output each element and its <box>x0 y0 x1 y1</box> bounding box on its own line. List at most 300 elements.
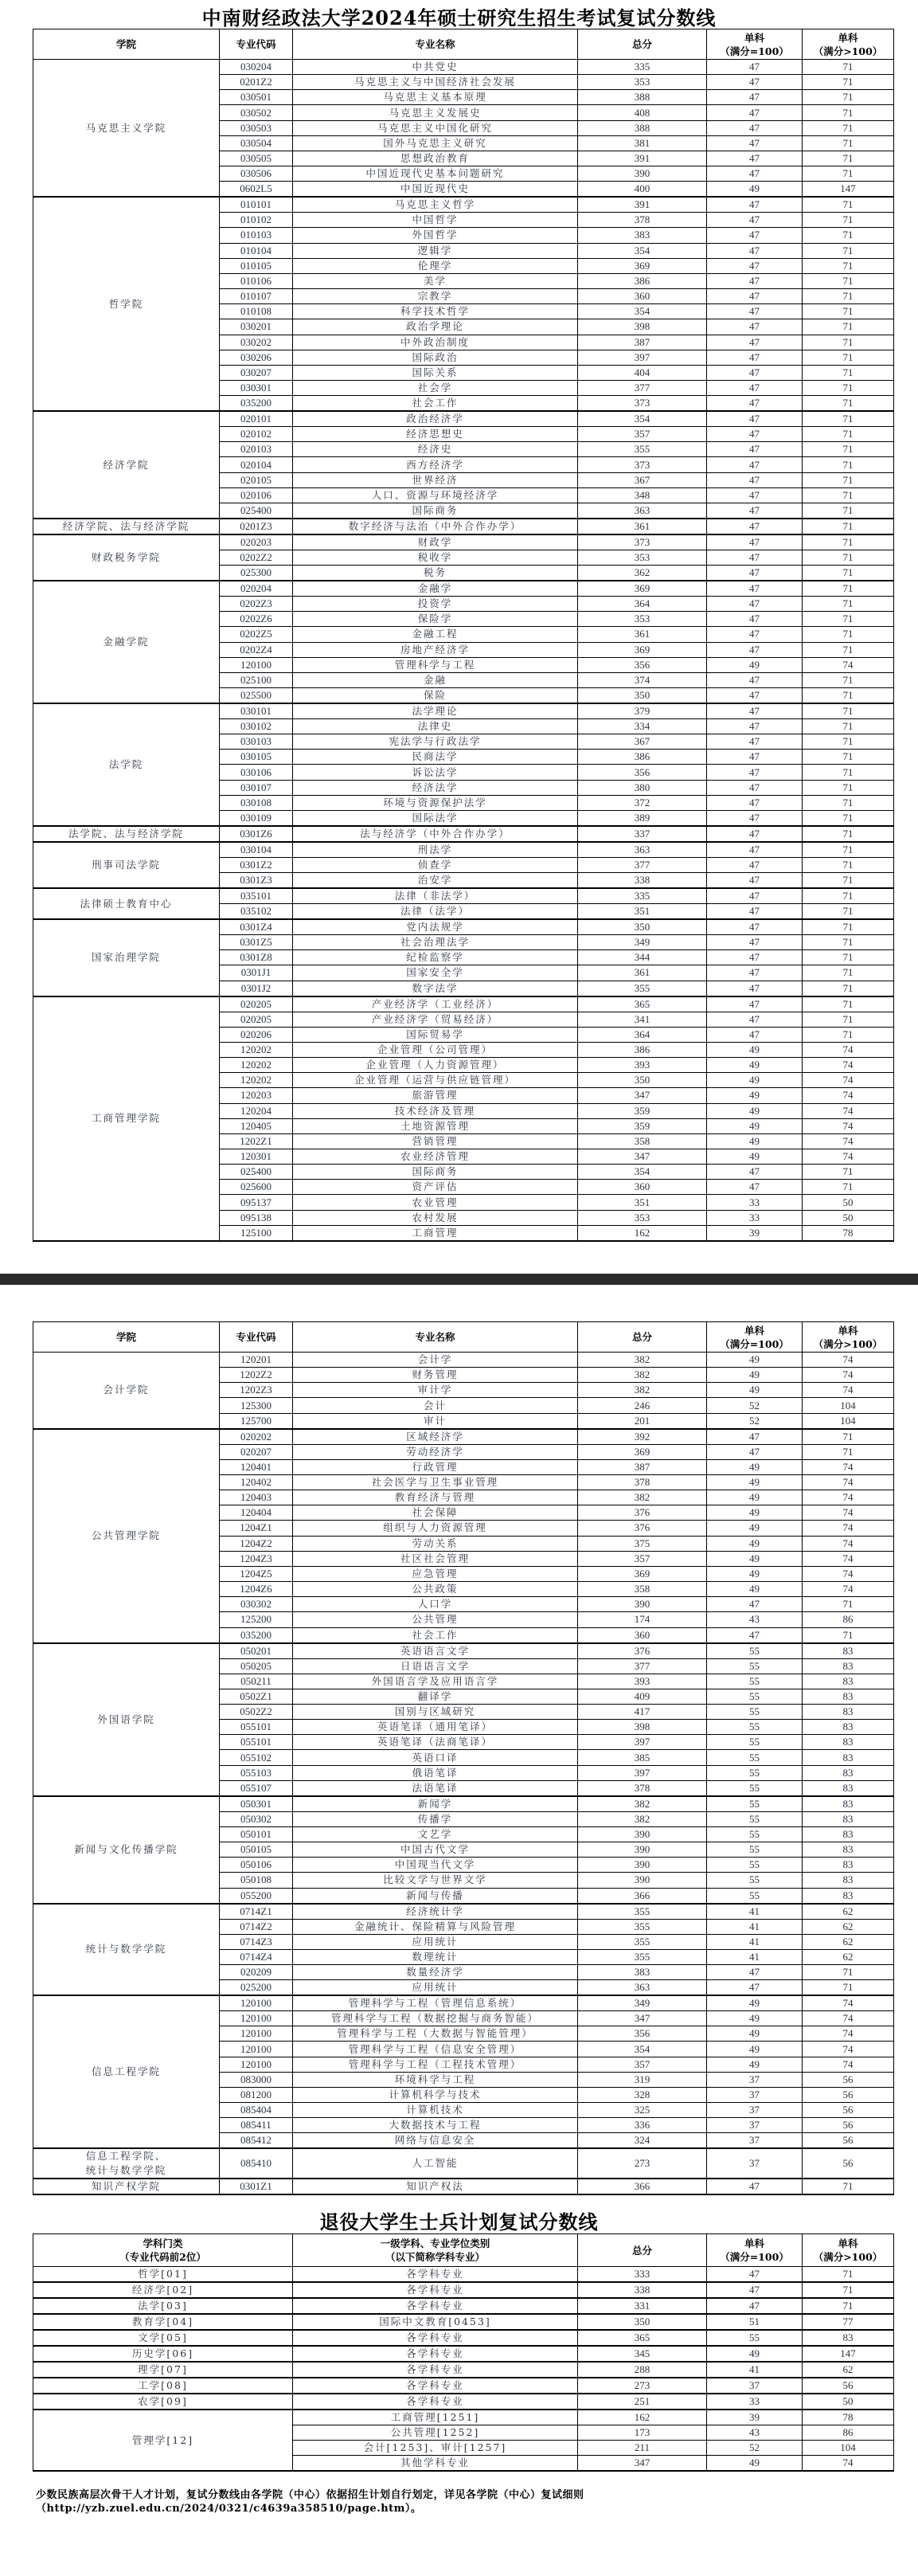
code-cell: 120204 <box>220 1103 293 1118</box>
total-cell: 389 <box>578 810 707 826</box>
s2-cell: 71 <box>803 197 894 213</box>
name-cell: 计算机科学与技术 <box>293 2087 578 2102</box>
s1-cell: 47 <box>707 810 803 826</box>
code-cell: 120405 <box>220 1118 293 1133</box>
s1-cell: 37 <box>707 2072 803 2087</box>
s1-cell: 47 <box>707 2267 803 2283</box>
code-cell: 030102 <box>220 719 293 734</box>
name-cell: 房地产经济学 <box>293 642 578 657</box>
total-cell: 374 <box>578 672 707 687</box>
s2-cell: 83 <box>803 1826 894 1842</box>
s1-cell: 49 <box>707 1118 803 1133</box>
total-cell: 369 <box>578 581 707 597</box>
s1-cell: 47 <box>707 826 803 842</box>
s2-cell: 74 <box>803 657 894 672</box>
table-row <box>33 703 894 719</box>
s1-cell: 47 <box>707 581 803 597</box>
s2-cell: 71 <box>803 304 894 319</box>
total-cell: 382 <box>578 1796 707 1812</box>
name-cell: 马克思主义基本原理 <box>293 90 578 105</box>
name-cell: 企业管理（运营与供应链管理） <box>293 1073 578 1088</box>
s1-cell: 47 <box>707 857 803 872</box>
total-cell: 350 <box>578 919 707 935</box>
s1-cell: 49 <box>707 1042 803 1057</box>
name-cell: 英语笔译（法商笔译） <box>293 1735 578 1750</box>
s1-cell: 47 <box>707 965 803 981</box>
total-cell: 376 <box>578 1643 707 1659</box>
s1-cell: 47 <box>707 688 803 704</box>
s1-cell: 55 <box>707 2330 803 2346</box>
total-cell: 388 <box>578 120 707 135</box>
code-cell: 0602L5 <box>220 182 293 198</box>
column-header-college: 学院 <box>33 1322 220 1353</box>
name-cell: 国际关系 <box>293 365 578 380</box>
name-cell: 社会工作 <box>293 1627 578 1643</box>
name-cell: 法律（非法学） <box>293 888 578 904</box>
code-cell: 085412 <box>220 2133 293 2149</box>
s2-cell: 71 <box>803 350 894 365</box>
s2-cell: 56 <box>803 2133 894 2149</box>
subject-cell: 会计[1253]、审计[1257] <box>293 2441 578 2456</box>
total-cell: 360 <box>578 289 707 304</box>
name-cell: 管理科学与工程（大数据与智能管理） <box>293 2026 578 2042</box>
name-cell: 中国近现代史 <box>293 182 578 198</box>
name-cell: 企业管理（公司管理） <box>293 1042 578 1057</box>
s2-cell: 71 <box>803 1165 894 1180</box>
table-row <box>33 1643 894 1659</box>
total-cell: 338 <box>578 2282 707 2298</box>
table-row <box>33 1995 894 2011</box>
s1-cell: 47 <box>707 319 803 335</box>
s2-cell: 71 <box>803 996 894 1012</box>
name-cell: 法语笔译 <box>293 1780 578 1796</box>
s1-cell: 33 <box>707 1210 803 1225</box>
name-cell: 大数据技术与工程 <box>293 2118 578 2133</box>
total-cell: 325 <box>578 2103 707 2118</box>
college-cell: 哲学院 <box>33 197 220 411</box>
name-cell: 外国哲学 <box>293 228 578 243</box>
column-header-code: 专业代码 <box>220 1322 293 1353</box>
name-cell: 经济思想史 <box>293 427 578 442</box>
code-cell: 020209 <box>220 1965 293 1980</box>
total-cell: 390 <box>578 1597 707 1612</box>
s2-cell: 74 <box>803 1383 894 1398</box>
table-row <box>33 2346 894 2362</box>
s1-cell: 47 <box>707 597 803 612</box>
name-cell: 马克思主义哲学 <box>293 197 578 213</box>
code-cell: 120100 <box>220 1995 293 2011</box>
code-cell: 1204Z5 <box>220 1566 293 1581</box>
subject-cell: 各学科专业 <box>293 2282 578 2298</box>
total-cell: 369 <box>578 258 707 273</box>
total-cell: 347 <box>578 1088 707 1103</box>
s1-cell: 47 <box>707 795 803 810</box>
total-cell: 367 <box>578 734 707 750</box>
code-cell: 030204 <box>220 60 293 75</box>
code-cell: 120100 <box>220 2057 293 2072</box>
s2-cell: 71 <box>803 166 894 182</box>
footnote-link[interactable]: （http://yzb.zuel.edu.cn/2024/0321/c4639a358510/page.htm）。 <box>36 2503 422 2515</box>
total-cell: 357 <box>578 427 707 442</box>
s2-cell: 71 <box>803 365 894 380</box>
total-cell: 173 <box>578 2425 707 2441</box>
s2-cell: 74 <box>803 1521 894 1536</box>
total-cell: 353 <box>578 75 707 90</box>
table-row <box>33 581 894 597</box>
s2-cell: 86 <box>803 2425 894 2441</box>
s2-cell: 71 <box>803 1597 894 1612</box>
name-cell: 侦查学 <box>293 857 578 872</box>
total-cell: 376 <box>578 1521 707 1536</box>
name-cell: 法学理论 <box>293 703 578 719</box>
code-cell: 010106 <box>220 273 293 288</box>
s1-cell: 51 <box>707 2314 803 2330</box>
s2-cell: 74 <box>803 1118 894 1133</box>
name-cell: 诉讼法学 <box>293 765 578 780</box>
table-row <box>33 996 894 1012</box>
s2-cell: 83 <box>803 1735 894 1750</box>
name-cell: 审计学 <box>293 1383 578 1398</box>
s1-cell: 47 <box>707 703 803 719</box>
subject-cell: 各学科专业 <box>293 2346 578 2362</box>
s2-cell: 71 <box>803 965 894 981</box>
name-cell: 国际贸易学 <box>293 1027 578 1042</box>
code-cell: 030505 <box>220 151 293 166</box>
s2-cell: 74 <box>803 1088 894 1103</box>
name-cell: 社会工作 <box>293 396 578 412</box>
s2-cell: 74 <box>803 1133 894 1149</box>
total-cell: 387 <box>578 1459 707 1474</box>
s2-cell: 71 <box>803 75 894 90</box>
code-cell: 120401 <box>220 1459 293 1474</box>
name-cell: 数理统计 <box>293 1949 578 1964</box>
s1-cell: 47 <box>707 1965 803 1980</box>
total-cell: 319 <box>578 2072 707 2087</box>
s1-cell: 49 <box>707 1521 803 1536</box>
name-cell: 中外政治制度 <box>293 335 578 350</box>
category-cell: 工学[08] <box>33 2378 293 2394</box>
college-cell: 国家治理学院 <box>33 919 220 996</box>
s2-cell: 71 <box>803 981 894 996</box>
s1-cell: 47 <box>707 888 803 904</box>
s1-cell: 47 <box>707 60 803 75</box>
code-cell: 030103 <box>220 734 293 750</box>
code-cell: 0301Z6 <box>220 826 293 842</box>
s1-cell: 47 <box>707 503 803 519</box>
s1-cell: 55 <box>707 1658 803 1674</box>
s1-cell: 41 <box>707 1949 803 1964</box>
name-cell: 国际商务 <box>293 1165 578 1180</box>
name-cell: 数字法学 <box>293 981 578 996</box>
name-cell: 环境与资源保护法学 <box>293 795 578 810</box>
total-cell: 373 <box>578 457 707 472</box>
s2-cell: 71 <box>803 688 894 704</box>
s1-cell: 47 <box>707 380 803 395</box>
s2-cell: 71 <box>803 1444 894 1459</box>
code-cell: 085404 <box>220 2103 293 2118</box>
s1-cell: 49 <box>707 1459 803 1474</box>
page-title: 中南财经政法大学2024年硕士研究生招生考试复试分数线 <box>201 6 717 29</box>
s2-cell: 78 <box>803 2410 894 2425</box>
code-cell: 020204 <box>220 581 293 597</box>
s1-cell: 49 <box>707 1995 803 2011</box>
s2-cell: 104 <box>803 1413 894 1429</box>
s2-cell: 71 <box>803 703 894 719</box>
total-cell: 331 <box>578 2298 707 2314</box>
subject-cell: 各学科专业 <box>293 2378 578 2394</box>
s1-cell: 47 <box>707 166 803 182</box>
s1-cell: 55 <box>707 1826 803 1842</box>
subject-cell: 其他学科专业 <box>293 2456 578 2472</box>
s1-cell: 49 <box>707 1073 803 1088</box>
s1-cell: 37 <box>707 2103 803 2118</box>
name-cell: 管理科学与工程（工程技术管理） <box>293 2057 578 2072</box>
s2-cell: 74 <box>803 1582 894 1597</box>
s1-cell: 55 <box>707 1765 803 1780</box>
code-cell: 030501 <box>220 90 293 105</box>
s2-cell: 104 <box>803 1398 894 1413</box>
s1-cell: 49 <box>707 1582 803 1597</box>
total-cell: 385 <box>578 1750 707 1765</box>
college-cell: 马克思主义学院 <box>33 60 220 198</box>
college-cell: 法律硕士教育中心 <box>33 888 220 919</box>
s1-cell: 49 <box>707 1353 803 1368</box>
table-row <box>33 2362 894 2378</box>
code-cell: 0202Z3 <box>220 597 293 612</box>
total-cell: 380 <box>578 780 707 795</box>
total-cell: 364 <box>578 1027 707 1042</box>
code-cell: 020105 <box>220 472 293 487</box>
s2-cell: 83 <box>803 1796 894 1812</box>
s2-cell: 74 <box>803 1073 894 1088</box>
name-cell: 社会学 <box>293 380 578 395</box>
total-cell: 382 <box>578 1811 707 1826</box>
total-cell: 273 <box>578 2378 707 2394</box>
table-row <box>33 519 894 534</box>
code-cell: 055102 <box>220 1750 293 1765</box>
s1-cell: 47 <box>707 273 803 288</box>
s1-cell: 47 <box>707 335 803 350</box>
name-cell: 数量经济学 <box>293 1965 578 1980</box>
code-cell: 0301J2 <box>220 981 293 996</box>
s2-cell: 62 <box>803 1904 894 1920</box>
name-cell: 劳动关系 <box>293 1536 578 1551</box>
total-cell: 357 <box>578 1551 707 1566</box>
name-cell: 国别与区域研究 <box>293 1704 578 1719</box>
code-cell: 055103 <box>220 1765 293 1780</box>
name-cell: 农业经济管理 <box>293 1149 578 1164</box>
s2-cell: 74 <box>803 1353 894 1368</box>
total-cell: 383 <box>578 228 707 243</box>
name-cell: 技术经济及管理 <box>293 1103 578 1118</box>
code-cell: 035102 <box>220 904 293 920</box>
code-cell: 0301J1 <box>220 965 293 981</box>
table-row <box>33 2179 894 2194</box>
code-cell: 0714Z2 <box>220 1919 293 1934</box>
name-cell: 中国古代文学 <box>293 1842 578 1858</box>
column-header-category: 学科门类 （专业代码前2位） <box>33 2234 293 2267</box>
column-header-name: 专业名称 <box>293 29 578 60</box>
total-cell: 393 <box>578 1058 707 1073</box>
code-cell: 030301 <box>220 380 293 395</box>
s2-cell: 83 <box>803 1811 894 1826</box>
s1-cell: 37 <box>707 2133 803 2149</box>
s2-cell: 83 <box>803 1720 894 1735</box>
s1-cell: 55 <box>707 1888 803 1904</box>
code-cell: 085411 <box>220 2118 293 2133</box>
s1-cell: 47 <box>707 1980 803 1996</box>
s1-cell: 49 <box>707 2042 803 2057</box>
s2-cell: 74 <box>803 2456 894 2472</box>
total-cell: 353 <box>578 612 707 627</box>
s2-cell: 56 <box>803 2087 894 2102</box>
s2-cell: 74 <box>803 1995 894 2011</box>
s1-cell: 47 <box>707 75 803 90</box>
s2-cell: 71 <box>803 750 894 765</box>
name-cell: 政治经济学 <box>293 411 578 427</box>
total-cell: 351 <box>578 1195 707 1210</box>
table-row <box>33 197 894 213</box>
total-cell: 391 <box>578 197 707 213</box>
name-cell: 日语语言文学 <box>293 1658 578 1674</box>
s2-cell: 71 <box>803 442 894 457</box>
table-row <box>33 2314 894 2330</box>
code-cell: 030502 <box>220 105 293 120</box>
category-cell: 管理学[12] <box>33 2410 293 2471</box>
code-cell: 120203 <box>220 1088 293 1103</box>
name-cell: 税务 <box>293 566 578 581</box>
s1-cell: 55 <box>707 1796 803 1812</box>
college-cell: 统计与数学学院 <box>33 1904 220 1996</box>
total-cell: 378 <box>578 213 707 228</box>
s2-cell: 71 <box>803 627 894 642</box>
s2-cell: 74 <box>803 1103 894 1118</box>
s2-cell: 50 <box>803 1210 894 1225</box>
total-cell: 354 <box>578 411 707 427</box>
code-cell: 025400 <box>220 503 293 519</box>
s2-cell: 71 <box>803 950 894 965</box>
name-cell: 国外马克思主义研究 <box>293 135 578 151</box>
name-cell: 金融统计、保险精算与风险管理 <box>293 1919 578 1934</box>
total-cell: 355 <box>578 1904 707 1920</box>
name-cell: 经济史 <box>293 442 578 457</box>
s2-cell: 71 <box>803 457 894 472</box>
code-cell: 1202Z2 <box>220 1368 293 1383</box>
code-cell: 030108 <box>220 795 293 810</box>
s2-cell: 71 <box>803 503 894 519</box>
total-cell: 358 <box>578 1133 707 1149</box>
code-cell: 030202 <box>220 335 293 350</box>
name-cell: 管理科学与工程（数据挖掘与商务智能） <box>293 2011 578 2026</box>
name-cell: 治安学 <box>293 873 578 889</box>
total-cell: 360 <box>578 1627 707 1643</box>
code-cell: 0301Z5 <box>220 935 293 950</box>
s2-cell: 74 <box>803 1505 894 1521</box>
s2-cell: 71 <box>803 826 894 842</box>
s2-cell: 71 <box>803 795 894 810</box>
category-cell: 法学[03] <box>33 2298 293 2314</box>
total-cell: 398 <box>578 319 707 335</box>
code-cell: 050211 <box>220 1674 293 1689</box>
s2-cell: 83 <box>803 1658 894 1674</box>
name-cell: 企业管理（人力资源管理） <box>293 1058 578 1073</box>
s2-cell: 83 <box>803 1689 894 1704</box>
name-cell: 经济统计学 <box>293 1904 578 1920</box>
s2-cell: 71 <box>803 1012 894 1027</box>
code-cell: 020202 <box>220 1429 293 1445</box>
total-cell: 174 <box>578 1612 707 1627</box>
name-cell: 应急管理 <box>293 1566 578 1581</box>
table-row <box>33 60 894 75</box>
total-cell: 356 <box>578 765 707 780</box>
s2-cell: 71 <box>803 842 894 858</box>
s2-cell: 56 <box>803 2378 894 2394</box>
s2-cell: 83 <box>803 1765 894 1780</box>
s1-cell: 47 <box>707 1165 803 1180</box>
name-cell: 应用统计 <box>293 1980 578 1996</box>
code-cell: 030107 <box>220 780 293 795</box>
s2-cell: 50 <box>803 1195 894 1210</box>
s1-cell: 55 <box>707 1704 803 1719</box>
s2-cell: 71 <box>803 935 894 950</box>
category-cell: 哲学[01] <box>33 2267 293 2283</box>
total-cell: 337 <box>578 826 707 842</box>
s2-cell: 83 <box>803 1750 894 1765</box>
s2-cell: 74 <box>803 1149 894 1164</box>
s1-cell: 47 <box>707 1429 803 1445</box>
total-cell: 392 <box>578 1429 707 1445</box>
code-cell: 120100 <box>220 2042 293 2057</box>
s1-cell: 47 <box>707 1444 803 1459</box>
s1-cell: 47 <box>707 919 803 935</box>
code-cell: 0301Z3 <box>220 873 293 889</box>
total-cell: 359 <box>578 1118 707 1133</box>
category-cell: 理学[07] <box>33 2362 293 2378</box>
total-cell: 355 <box>578 1919 707 1934</box>
total-cell: 251 <box>578 2394 707 2410</box>
s1-cell: 49 <box>707 2456 803 2472</box>
code-cell: 120202 <box>220 1058 293 1073</box>
code-cell: 055101 <box>220 1735 293 1750</box>
s2-cell: 71 <box>803 487 894 503</box>
name-cell: 工商管理 <box>293 1225 578 1241</box>
college-cell: 会计学院 <box>33 1353 220 1429</box>
s2-cell: 71 <box>803 765 894 780</box>
s1-cell: 47 <box>707 935 803 950</box>
veteran-title: 退役大学生士兵计划复试分数线 <box>319 2210 599 2233</box>
total-cell: 355 <box>578 1949 707 1964</box>
s1-cell: 47 <box>707 2298 803 2314</box>
s1-cell: 49 <box>707 1566 803 1581</box>
name-cell: 中共党史 <box>293 60 578 75</box>
name-cell: 公共管理 <box>293 1612 578 1627</box>
s2-cell: 50 <box>803 2394 894 2410</box>
name-cell: 投资学 <box>293 597 578 612</box>
subject-cell: 各学科专业 <box>293 2394 578 2410</box>
total-cell: 351 <box>578 904 707 920</box>
s2-cell: 83 <box>803 1842 894 1858</box>
s2-cell: 71 <box>803 581 894 597</box>
name-cell: 社会保障 <box>293 1505 578 1521</box>
total-cell: 273 <box>578 2148 707 2179</box>
code-cell: 0301Z1 <box>220 2179 293 2194</box>
s2-cell: 71 <box>803 411 894 427</box>
college-cell: 经济学院、法与经济学院 <box>33 519 220 534</box>
code-cell: 050106 <box>220 1858 293 1873</box>
s2-cell: 71 <box>803 105 894 120</box>
s1-cell: 47 <box>707 427 803 442</box>
code-cell: 030206 <box>220 350 293 365</box>
